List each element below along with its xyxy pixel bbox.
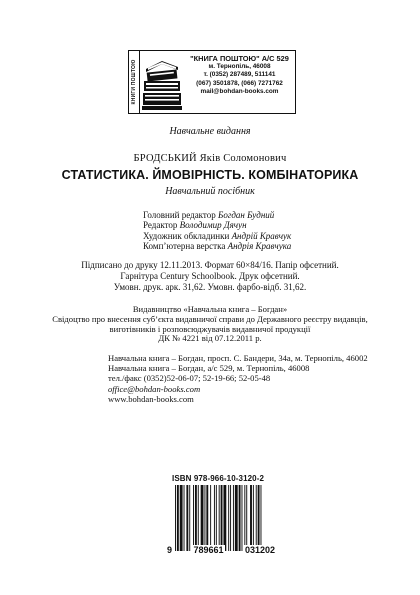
barcode-bar <box>235 485 238 551</box>
barcode-bar <box>186 485 188 551</box>
barcode-bar <box>193 485 194 551</box>
barcode-bar <box>214 485 215 551</box>
credit-line <box>143 231 291 241</box>
barcode-bar <box>206 485 208 551</box>
book-title: СТАТИСТИКА. ЙМОВІРНІСТЬ. КОМБІНАТОРИКА <box>61 168 359 182</box>
stamp-line: mail@bohdan-books.com <box>200 87 279 95</box>
credit-line <box>143 220 291 230</box>
email-link[interactable]: office@bohdan-books.com <box>108 383 201 394</box>
barcode-bar <box>189 485 190 551</box>
barcode-bar <box>195 485 197 551</box>
barcode-bar <box>184 485 185 551</box>
credit-name: Андрія Кравчука <box>227 240 292 251</box>
mail-order-stamp <box>128 50 296 114</box>
barcode-bar <box>210 485 211 551</box>
phone-line: тел./факс (0352)52-06-07; 52-19-66; 52-05-48 <box>108 373 271 384</box>
print-line: Підписано до друку 12.11.2013. Формат 60×84/16. Папір офсетний. <box>81 260 339 270</box>
barcode-digits <box>166 545 276 555</box>
barcode-bar <box>177 485 179 551</box>
barcode-bar <box>180 485 183 551</box>
barcode-bar <box>223 485 226 551</box>
books-illustration-icon <box>140 51 184 113</box>
stamp-line: м. Тернопіль, 46008 <box>208 63 271 71</box>
stamp-line: т. (0352) 287489, 511141 <box>203 71 276 79</box>
website-link[interactable]: www.bohdan-books.com <box>108 393 194 404</box>
stamp-side-label <box>129 51 140 113</box>
barcode-bar <box>258 485 260 551</box>
barcode-bar <box>216 485 217 551</box>
barcode-bar <box>244 485 245 551</box>
credit-role: Редактор <box>143 220 178 231</box>
address-line: Навчальна книга – Богдан, а/с 529, м. Тернопіль, 46008 <box>108 363 310 374</box>
book-type: Навчальний посібник <box>165 186 255 197</box>
barcode-bar <box>230 485 231 551</box>
publisher-info <box>0 305 420 344</box>
barcode-bar <box>204 485 205 551</box>
stamp-line: "КНИГА ПОШТОЮ" А/С 529 <box>190 54 289 63</box>
barcode-bar <box>256 485 257 551</box>
barcode-bar <box>242 485 243 551</box>
publisher-line: Видавництво «Навчальна книга – Богдан» <box>132 304 288 314</box>
credit-line <box>143 210 291 220</box>
stamp-line: (067) 3501878, (066) 7271762 <box>196 79 283 87</box>
barcode-bar <box>250 485 252 551</box>
barcode-bar <box>233 485 234 551</box>
barcode-bar <box>198 485 199 551</box>
publisher-line: виготівників і розповсюджувачів видавничої продукції <box>109 323 311 334</box>
barcode-digit-group: 031202 <box>244 545 275 555</box>
credit-name: Андрій Кравчук <box>231 230 292 241</box>
barcode-bar <box>219 485 220 551</box>
credit-name: Богдан Будний <box>218 210 275 220</box>
print-line: Гарнітура Century Schoolbook. Друк офсетний. <box>120 271 300 281</box>
credits-block <box>143 210 291 251</box>
barcode-bar <box>253 485 254 551</box>
credit-role: Художник обкладинки <box>143 230 230 241</box>
barcode-bar <box>261 485 262 551</box>
author-name: БРОДСЬКИЙ Яків Соломонович <box>133 153 287 164</box>
barcode-digit-group: 9 <box>167 545 173 555</box>
credit-name: Володимир Дячун <box>179 220 247 231</box>
barcode-bar <box>201 485 204 551</box>
barcode-bar <box>228 485 229 551</box>
barcode-bar <box>221 485 223 551</box>
address-line: Навчальна книга – Богдан, просп. С. Бандери, 34а, м. Тернопіль, 46002 <box>108 353 368 363</box>
barcode-bar <box>175 485 176 551</box>
barcode-bar <box>246 485 247 551</box>
barcode-digit-group: 789661 <box>193 545 224 555</box>
edition-type: Навчальне видання <box>169 126 251 137</box>
barcode-bar <box>239 485 241 551</box>
print-line: Умовн. друк. арк. 31,62. Умовн. фарбо-відб. 31,62. <box>113 282 307 292</box>
publisher-line: Свідоцтво про внесення суб’єкта видавничої справи до Державного реєстру видавців, <box>52 313 368 324</box>
address-block <box>108 353 368 404</box>
credit-role: Комп’ютерна верстка <box>143 240 226 251</box>
credit-role: Головний редактор <box>143 210 216 220</box>
credit-line <box>143 241 291 251</box>
isbn-number: ISBN 978-966-10-3120-2 <box>172 474 265 483</box>
stamp-side-text: КНИГИ ПОШТОЮ <box>131 59 137 105</box>
publisher-line: ДК № 4221 від 07.12.2011 р. <box>158 333 262 344</box>
stamp-text-block <box>184 51 295 113</box>
print-info <box>0 260 420 293</box>
